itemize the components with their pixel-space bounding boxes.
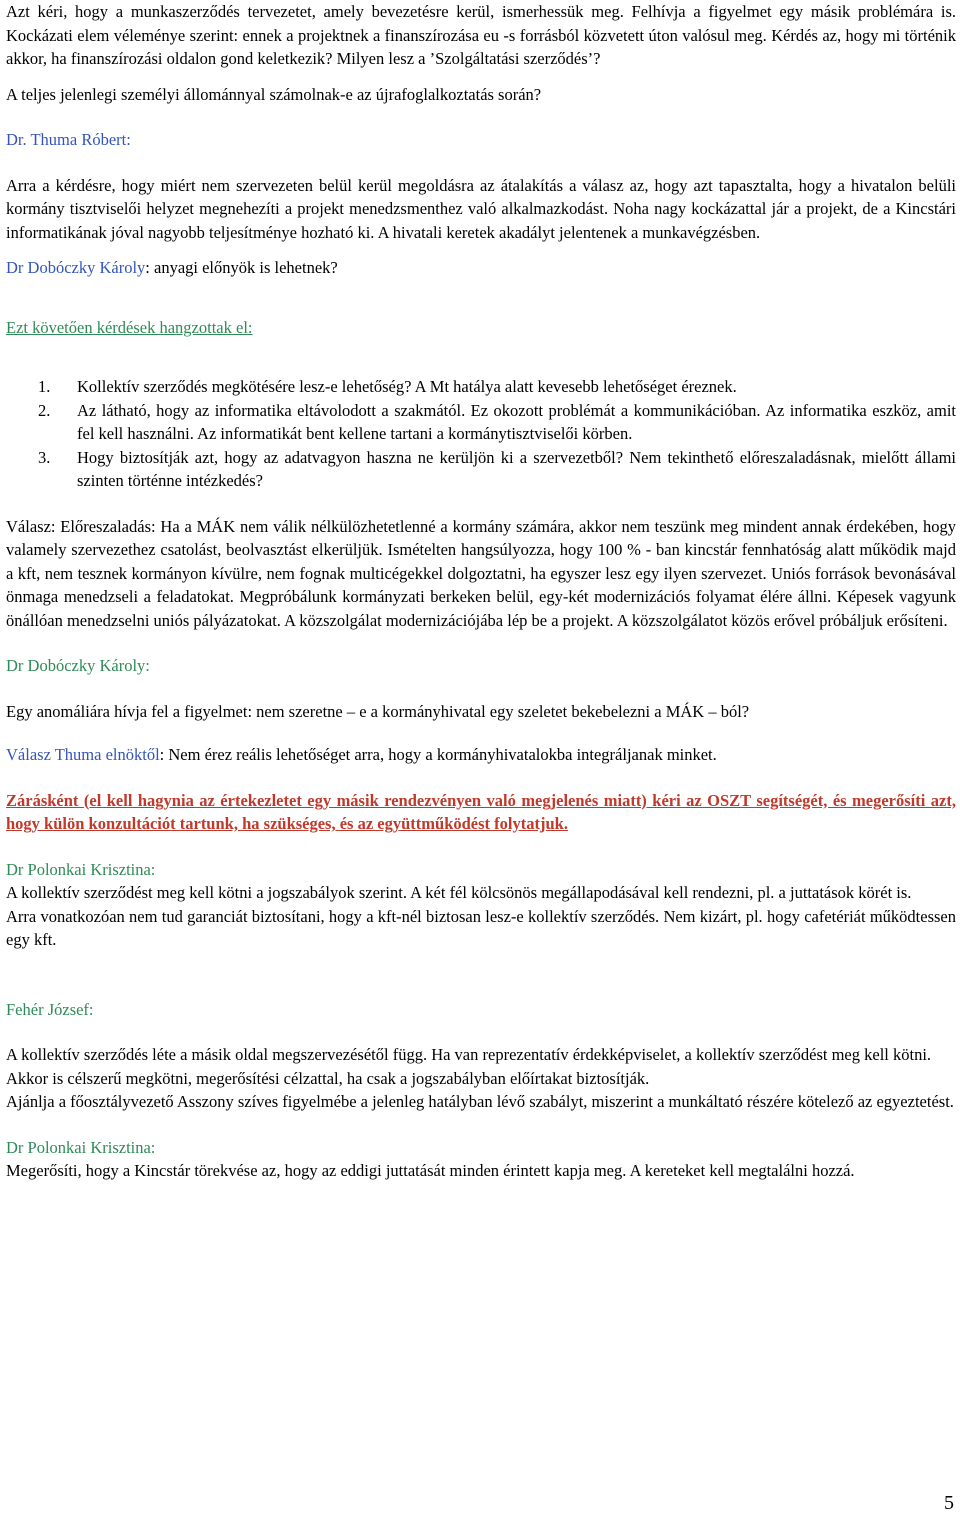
speaker-thuma: Dr. Thuma Róbert:	[6, 130, 131, 149]
paragraph-feher-1: A kollektív szerződés léte a másik oldal megszervezésétől függ. Ha van reprezentatív érdekképviselet, a kollektív szerződést meg kell kötni.	[6, 1045, 932, 1064]
doboczky-question-text: : anyagi előnyök is lehetnek?	[145, 258, 338, 277]
paragraph-feher-3: Ajánlja a főosztályvezető Asszony szíves figyelmébe a jelenleg hatályban lévő szabályt, miszerint a munkáltató részére kötelező az egyeztetést.	[6, 1092, 954, 1111]
speaker-polonkai-2: Dr Polonkai Krisztina:	[6, 1137, 156, 1157]
paragraph-valasz: Válasz: Előreszaladás: Ha a MÁK nem válik nélkülözhetetlenné a kormány számára, akkor nem teszünk meg mindent annak érdekében, hogy valamely szervezethez csatolást, beolvasztást elkerüljük. Ismételten hangsúlyozza, hogy 100 % - ban kincstár fennhatóság alatt működik majd a kft, nem tesznek kormányon kívülre, nem fognak multicégekkel dolgoztatni, ha egyszer lesz egy ilyen szervezet. Uniós források bevonásával önmaga menedzseli a feladatokat. Megpróbálunk kormányzati berkeken belül, egy-két modernizációs folyamat élére állni. Képesek vagyunk önállóan menedzselni uniós pályázatokat. A közszolgálat modernizációjába lép be a projekt. A közszolgálatot közös erővel próbáljuk erősíteni.	[6, 516, 956, 630]
speaker-polonkai: Dr Polonkai Krisztina:	[6, 859, 156, 879]
paragraph-doboczky-question	[6, 256, 956, 280]
paragraph-feher-2: Akkor is célszerű megkötni, megerősítési célzattal, ha csak a jogszabályban előírtakat biztosítják.	[6, 1068, 650, 1088]
speaker-doboczky: Dr Dobóczky Károly	[6, 258, 146, 277]
paragraph-anomalia: Egy anomáliára hívja fel a figyelmet: nem szeretne – e a kormányhivatal egy szeletet bekebelezni a MÁK – ból?	[6, 701, 750, 721]
list-item-text: Kollektív szerződés megkötésére lesz-e lehetőség? A Mt hatálya alatt kevesebb lehetőséget éreznek.	[77, 377, 737, 396]
list-item-text: Hogy biztosítják azt, hogy az adatvagyon haszna ne kerüljön ki a szervezetből? Nem tekinthető előreszaladásnak, mielőtt állami szinten történne intézkedés?	[77, 447, 956, 490]
list-item-number: 3.	[38, 447, 51, 467]
list-item	[6, 375, 956, 399]
paragraph-polonkai-2: Arra vonatkozóan nem tud garanciát biztosítani, hogy a kft-nél biztosan lesz-e kollektív szerződés. Nem kizárt, pl. hogy cafetériát működtessen egy kft.	[6, 906, 956, 949]
speaker-valasz-thuma: Válasz Thuma elnöktől	[6, 745, 160, 764]
page-number: 5	[944, 1492, 954, 1514]
paragraph-polonkai-1: A kollektív szerződést meg kell kötni a jogszabályok szerint. A két fél kölcsönös megállapodásával kell rendezni, pl. a juttatások körét is.	[6, 883, 912, 902]
paragraph-question-staff: A teljes jelenlegi személyi állománnyal számolnak-e az újrafoglalkoztatás során?	[6, 84, 542, 104]
questions-list	[6, 375, 956, 493]
valasz-thuma-text: : Nem érez reális lehetőséget arra, hogy a kormányhivatalokba integráljanak minket.	[159, 745, 717, 764]
questions-heading: Ezt követően kérdések hangzottak el:	[6, 317, 253, 337]
list-item-number: 2.	[38, 400, 51, 420]
document-page	[6, 0, 956, 1183]
list-item	[6, 446, 956, 493]
paragraph-valasz-thuma	[6, 743, 956, 767]
list-item	[6, 399, 956, 446]
speaker-feher: Fehér József:	[6, 999, 94, 1019]
paragraph-polonkai2-1: Megerősíti, hogy a Kincstár törekvése az, hogy az eddigi juttatását minden érintett kapja meg. A kereteket kell megtalálni hozzá.	[6, 1161, 855, 1180]
paragraph-thuma-answer: Arra a kérdésre, hogy miért nem szervezeten belül kerül megoldásra az átalakítás a válasz az, hogy azt tapasztalta, hogy a hivatalon belüli kormány tisztviselői helyzet megnehezíti a projekt menedzsmenthez való alkalmazkodást. Noha nagy kockázattal jár a projekt, de a Kincstári informatikának jóval nagyobb teljesítménye hozható ki. A hivatali keretek akadályt jelentenek a munkavégzésben.	[6, 175, 956, 242]
list-item-number: 1.	[38, 377, 51, 396]
speaker-doboczky-2: Dr Dobóczky Károly:	[6, 656, 150, 675]
list-item-text: Az látható, hogy az informatika eltávolodott a szakmától. Ez okozott problémát a kommunikációban. Az informatika eszköz, amit fel kell használni. Az informatikát bent kellene tartani a kormánytisztviselői körben.	[77, 400, 956, 443]
paragraph-closing: Zárásként (el kell hagynia az értekezletet egy másik rendezvényen való megjelenés miatt) kéri az OSZT segítségét, és megerősíti azt, hogy külön konzultációt tartunk, ha szükséges, és az együttműködést folytatjuk.	[6, 790, 956, 833]
paragraph-intro: Azt kéri, hogy a munkaszerződés tervezetet, amely bevezetésre kerül, ismerhessük meg. Felhívja a figyelmet egy másik problémára is. Kockázati elem véleménye szerint: ennek a projektnek a finanszírozása eu -s forrásból közvetett úton valósul meg. Kérdés az, hogy mi történik akkor, ha finanszírozási oldalon gond keletkezik? Milyen lesz a ’Szolgáltatási szerződés’?	[6, 2, 956, 68]
